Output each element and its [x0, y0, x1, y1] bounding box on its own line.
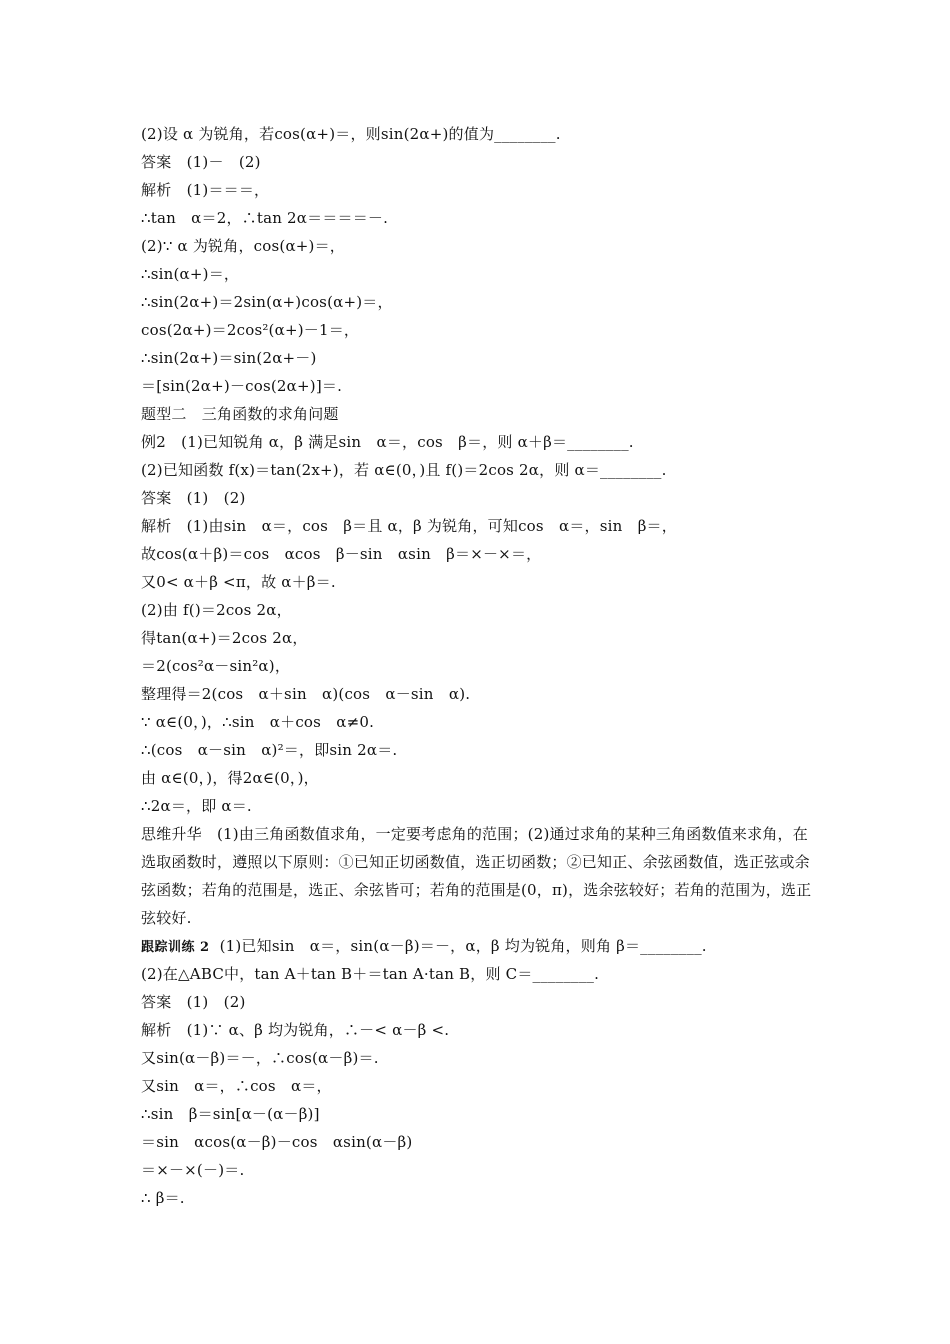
text-line: ∵ α∈(0，)，∴sin α＋cos α≠0. — [141, 713, 375, 731]
text-line: 整理得＝2(cos α＋sin α)(cos α－sin α). — [141, 685, 471, 703]
text-line: 答案 (1) (2) — [141, 993, 246, 1011]
text-line: 又sin(α－β)＝－，∴cos(α－β)＝. — [141, 1049, 379, 1067]
text-line: ∴tan α＝2，∴tan 2α＝＝＝＝－. — [141, 209, 389, 227]
document-content — [141, 120, 813, 1212]
text-line: ∴(cos α－sin α)²＝，即sin 2α＝. — [141, 741, 398, 759]
text-line: ＝sin αcos(α－β)－cos αsin(α－β) — [141, 1133, 413, 1151]
text-line: (2)在△ABC中，tan A＋tan B＋＝tan A·tan B，则 C＝________. — [141, 965, 600, 983]
training-text: (1)已知sin α＝，sin(α－β)＝－，α，β 均为锐角，则角 β＝________. — [219, 937, 707, 955]
text-line: 由 α∈(0，)，得2α∈(0，)， — [141, 769, 319, 787]
text-line: 解析 (1)∵ α、β 均为锐角，∴－< α－β <. — [141, 1021, 450, 1039]
text-line: 答案 (1)－ (2) — [141, 153, 261, 171]
text-line: (2)设 α 为锐角，若cos(α+)＝，则sin(2α+)的值为________. — [141, 125, 561, 143]
text-line: 故cos(α＋β)＝cos αcos β－sin αsin β＝×－×＝， — [141, 545, 542, 563]
text-line: cos(2α+)＝2cos²(α+)－1＝， — [141, 321, 360, 339]
text-line: 又0< α＋β <π，故 α＋β＝. — [141, 573, 336, 591]
text-line: (2)已知函数 f(x)＝tan(2x+)，若 α∈(0，)且 f()＝2cos 2α，则 α＝________. — [141, 461, 667, 479]
text-line: 解析 (1)＝＝＝， — [141, 181, 270, 199]
text-line: (2)∵ α 为锐角，cos(α+)＝， — [141, 237, 345, 255]
text-line: 例2 (1)已知锐角 α，β 满足sin α＝，cos β＝，则 α＋β＝________. — [141, 433, 634, 451]
text-line: ＝[sin(2α+)－cos(2α+)]＝. — [141, 377, 343, 395]
text-line: 又sin α＝，∴cos α＝， — [141, 1077, 332, 1095]
training-line — [141, 932, 813, 960]
text-line: 答案 (1) (2) — [141, 489, 246, 507]
text-line: ＝×－×(－)＝. — [141, 1161, 245, 1179]
text-line: 得tan(α+)＝2cos 2α， — [141, 629, 308, 647]
summary-paragraph: 思维升华 (1)由三角函数值求角，一定要考虑角的范围；(2)通过求角的某种三角函数值来求角，在选取函数时，遵照以下原则：①已知正切函数值，选正切函数；②已知正、余弦函数值，选正弦或余弦函数；若角的范围是，选正、余弦皆可；若角的范围是(0，π)，选余弦较好；若角的范围为，选正弦较好. — [141, 825, 812, 927]
text-line: 解析 (1)由sin α＝，cos β＝且 α，β 为锐角，可知cos α＝，sin β＝， — [141, 517, 677, 535]
text-line: ∴ β＝. — [141, 1189, 185, 1207]
text-line: ∴sin(α+)＝， — [141, 265, 240, 283]
text-line: (2)由 f()＝2cos 2α， — [141, 601, 292, 619]
section-heading: 题型二 三角函数的求角问题 — [141, 405, 339, 423]
training-tag: 跟踪训练 2 — [141, 940, 210, 955]
text-line: ＝2(cos²α－sin²α)， — [141, 657, 291, 675]
text-line: ∴sin(2α+)＝sin(2α+－) — [141, 349, 317, 367]
text-line: ∴2α＝，即 α＝. — [141, 797, 252, 815]
text-line: ∴sin(2α+)＝2sin(α+)cos(α+)＝， — [141, 293, 393, 311]
text-line: ∴sin β＝sin[α－(α－β)] — [141, 1105, 320, 1123]
